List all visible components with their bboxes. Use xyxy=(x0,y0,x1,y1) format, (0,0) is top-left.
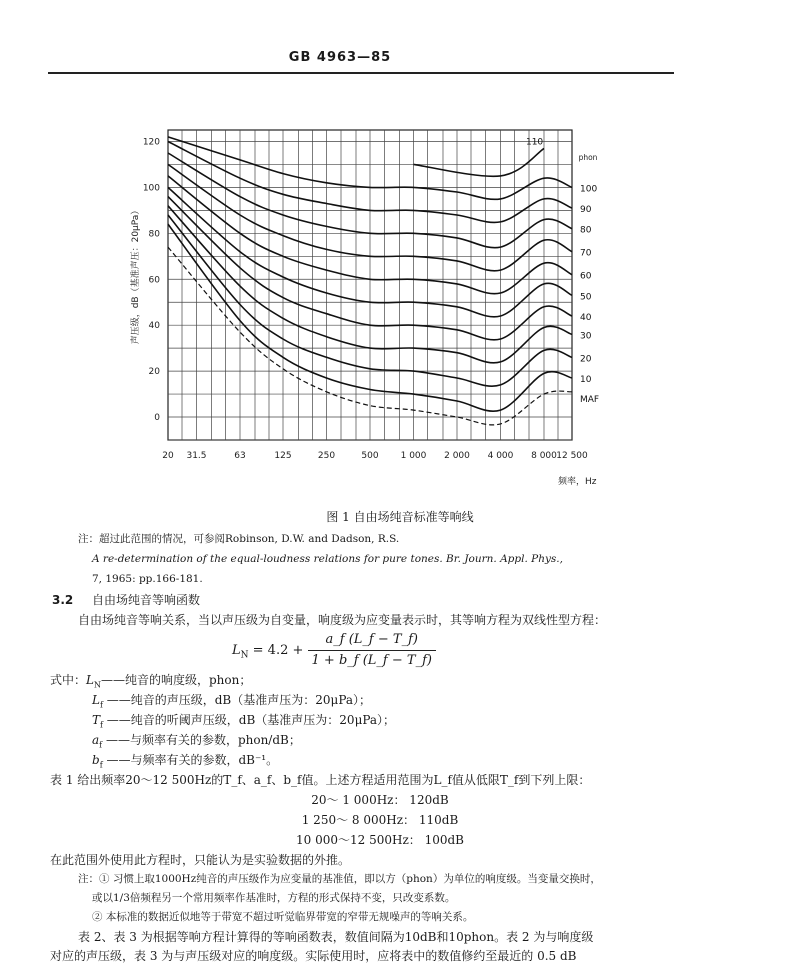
curve-label-20: 20 xyxy=(580,354,592,365)
y-tick-label: 100 xyxy=(142,183,160,194)
curve-label-60: 60 xyxy=(580,271,592,282)
y-tick-label: 60 xyxy=(148,275,160,286)
x-tick-label: 8 000 xyxy=(531,451,557,461)
section-number: 3.2 xyxy=(52,593,74,607)
x-tick-label: 4 000 xyxy=(487,451,514,461)
definition-symbol-sub: f xyxy=(100,720,103,730)
curve-label-30: 30 xyxy=(580,331,592,342)
definition-symbol-sub: f xyxy=(99,740,103,750)
definition-text: ——与频率有关的参数，dB⁻¹。 xyxy=(102,753,279,767)
definition-text: ——纯音的听阈声压级，dB（基准声压为：20μPa）； xyxy=(102,713,396,727)
curve-label-80: 80 xyxy=(580,225,592,236)
range-3: 10 000～12 500Hz： 100dB xyxy=(296,833,464,847)
range-1: 20～ 1 000Hz： 120dB xyxy=(311,793,449,807)
definition-text: ——纯音的声压级，dB（基准声压为：20μPa）； xyxy=(102,693,372,707)
figure-note-line-1: 注：超过此范围的情况，可参阅Robinson, D.W. and Dadson, R.S. xyxy=(78,533,400,545)
y-tick-label: 20 xyxy=(148,367,160,378)
curve-label-50: 50 xyxy=(580,292,592,303)
definition-symbol: a xyxy=(92,733,100,747)
loudness-formula xyxy=(232,630,436,671)
x-axis-label: 频率，Hz xyxy=(558,477,597,487)
definition-symbol-sub: f xyxy=(99,760,103,770)
formula-denominator: 1 + b_f (L_f − T_f) xyxy=(311,653,432,668)
curve-label-40: 40 xyxy=(580,313,592,323)
definition-text: ——纯音的响度级，phon； xyxy=(100,673,252,687)
y-tick-label: 120 xyxy=(142,137,160,148)
range-2: 1 250～ 8 000Hz： 110dB xyxy=(301,813,459,827)
definition-symbol-sub: N xyxy=(93,680,101,690)
x-tick-label: 125 xyxy=(274,451,292,461)
chart-grid xyxy=(168,130,572,440)
curve-label-maf: MAF xyxy=(580,394,600,405)
formula-fraction xyxy=(308,630,436,671)
definition-symbol: L xyxy=(86,673,94,687)
chart-curve-labels xyxy=(526,137,599,404)
curve-label-10: 10 xyxy=(580,375,592,385)
figure-caption: 图 1 自由场纯音标准等响线 xyxy=(326,510,474,524)
y-tick-label: 80 xyxy=(148,229,160,240)
extrapolation-note: 在此范围外使用此方程时，只能认为是实验数据的外推。 xyxy=(50,853,351,867)
definition-symbol: b xyxy=(92,753,100,767)
x-tick-label: 2 000 xyxy=(444,451,470,461)
formula-lhs-sub: N xyxy=(240,650,249,661)
x-tick-label: 12 500 xyxy=(556,451,588,461)
figure-note-line-2: A re-determination of the equal-loudness relations for pure tones. Br. Journ. Appl. Phys., xyxy=(92,553,563,565)
curve-110 xyxy=(414,148,545,176)
closing-line-2: 对应的声压级，表 3 为与声压级对应的响度级。实际使用时，应将表中的数值修约至最近的 0.5 dB xyxy=(50,949,577,963)
curve-label-90: 90 xyxy=(580,205,592,216)
formula-lhs: L xyxy=(232,643,241,658)
x-tick-label: 63 xyxy=(234,451,246,461)
definition-symbol: L xyxy=(92,693,100,707)
phon-unit-label: phon xyxy=(578,153,598,162)
formula-numerator: a_f (L_f − T_f) xyxy=(308,630,436,651)
curve-label-100: 100 xyxy=(580,184,598,195)
x-tick-label: 1 000 xyxy=(400,451,427,461)
definition-symbol: T xyxy=(92,713,101,727)
y-axis-label: 声压级，dB（基准声压：20μPa） xyxy=(131,205,141,345)
curve-label-70: 70 xyxy=(580,248,592,259)
chart-tick-labels xyxy=(143,137,588,461)
x-tick-label: 20 xyxy=(162,451,174,461)
note-1-line-2: 或以1/3倍频程另一个常用频率作基准时，方程的形式保持不变，只改变系数。 xyxy=(92,892,456,904)
formula-mid: = 4.2 + xyxy=(252,643,304,658)
section-intro: 自由场纯音等响关系，当以声压级为自变量，响度级为应变量表示时，其等响方程为双线性型方程： xyxy=(78,613,607,627)
x-tick-label: 250 xyxy=(317,451,336,461)
note-2: ② 本标准的数据近似地等于带宽不超过听觉临界带宽的窄带无规噪声的等响关系。 xyxy=(92,911,474,923)
curve-label-110: 110 xyxy=(525,137,544,148)
definition-symbol-sub: f xyxy=(99,700,103,710)
x-tick-label: 500 xyxy=(361,451,379,461)
y-tick-label: 0 xyxy=(154,413,160,424)
standard-code-header: GB 4963—85 xyxy=(288,50,392,65)
y-tick-label: 40 xyxy=(148,321,160,332)
closing-line-1: 表 2、表 3 为根据等响方程计算得的等响函数表，数值间隔为10dB和10phon。表 2 为与响度级 xyxy=(78,930,594,944)
note-1-line-1: 注：① 习惯上取1000Hz纯音的声压级作为应变量的基准值，即以方（phon）为单位的响度级。当变量交换时， xyxy=(78,873,601,885)
table-intro: 表 1 给出频率20～12 500Hz的T_f、a_f、b_f值。上述方程适用范围为L_f值从低限T_f到下列上限： xyxy=(50,773,591,787)
x-tick-label: 31.5 xyxy=(186,451,207,461)
definition-prefix: 式中： xyxy=(50,673,87,687)
definition-text: ——与频率有关的参数，phon/dB； xyxy=(102,733,301,747)
figure-note-line-3: 7, 1965: pp.166-181. xyxy=(92,573,203,585)
section-title: 自由场纯音等响函数 xyxy=(92,593,201,607)
